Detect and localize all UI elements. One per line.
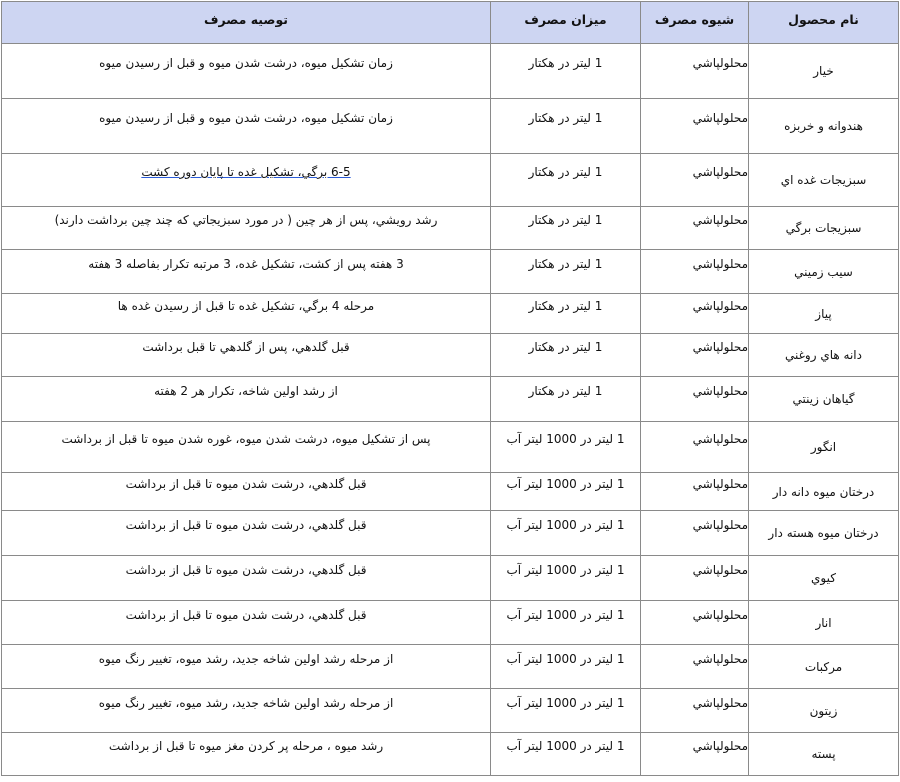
product-cell: [749, 511, 899, 556]
product-text: سبزيجات غده اي: [780, 173, 867, 187]
table-row: [2, 733, 899, 776]
method-text: محلولپاشي: [692, 432, 748, 446]
rate-cell: [491, 645, 641, 689]
recommendation-text: 3 هفته پس از كشت، تشكيل غده، 3 مرتبه تكرار بفاصله 3 هفته: [88, 256, 404, 271]
product-cell: [749, 294, 899, 334]
product-cell: [749, 473, 899, 511]
product-text: سيب زميني: [794, 264, 853, 279]
method-text: محلولپاشي: [692, 518, 748, 532]
product-cell: [749, 601, 899, 645]
rate-cell: [491, 207, 641, 250]
product-cell: [749, 733, 899, 776]
rate-text: 1 ليتر در 1000 ليتر آب: [506, 518, 625, 532]
product-text: هندوانه و خربزه: [784, 119, 863, 133]
table-row: [2, 99, 899, 154]
table-row: [2, 377, 899, 422]
product-cell: [749, 377, 899, 422]
method-text: محلولپاشي: [692, 384, 748, 398]
method-text: محلولپاشي: [692, 607, 748, 622]
rate-text: 1 ليتر در هكتار: [528, 213, 603, 227]
recommendation-cell: [2, 645, 491, 689]
product-cell: [749, 689, 899, 733]
rate-cell: [491, 422, 641, 473]
recommendation-text: از مرحله رشد اولين شاخه جديد، رشد ميوه، تغيير رنگ ميوه: [98, 651, 394, 666]
method-cell: [641, 154, 749, 207]
method-cell: [641, 733, 749, 776]
rate-text: 1 ليتر در هكتار: [528, 298, 603, 313]
table-row: [2, 334, 899, 377]
rate-text: 1 ليتر در 1000 ليتر آب: [506, 651, 625, 666]
rate-text: 1 ليتر در 1000 ليتر آب: [506, 432, 625, 446]
rate-cell: [491, 99, 641, 154]
rate-text: 1 ليتر در 1000 ليتر آب: [506, 476, 625, 491]
product-text: درختان ميوه هسته دار: [768, 526, 879, 540]
method-text: محلولپاشي: [692, 111, 748, 125]
product-text: دانه هاي روغني: [785, 348, 862, 362]
table-header-row: [2, 2, 899, 44]
method-text: محلولپاشي: [692, 695, 748, 710]
method-cell: [641, 207, 749, 250]
recommendation-text: از مرحله رشد اولين شاخه جديد، رشد ميوه، تغيير رنگ ميوه: [98, 695, 394, 710]
product-cell: [749, 422, 899, 473]
product-cell: [749, 250, 899, 294]
table-row: [2, 689, 899, 733]
method-cell: [641, 473, 749, 511]
product-text: پياز: [815, 306, 832, 321]
product-cell: [749, 207, 899, 250]
product-text: انار: [815, 615, 832, 630]
recommendation-text: پس از تشكيل ميوه، درشت شدن ميوه، غوره شدن ميوه تا قبل از برداشت: [61, 432, 431, 446]
header-recommendation: توصيه مصرف: [2, 2, 491, 44]
recommendation-text: رشد رويشي، پس از هر چين ( در مورد سبزيجاتي كه چند چين برداشت دارند): [54, 213, 438, 227]
method-text: محلولپاشي: [692, 213, 748, 227]
method-cell: [641, 601, 749, 645]
method-cell: [641, 511, 749, 556]
table-row: [2, 473, 899, 511]
rate-text: 1 ليتر در هكتار: [528, 165, 603, 179]
usage-table: [1, 1, 899, 776]
method-cell: [641, 422, 749, 473]
table-row: [2, 154, 899, 207]
table-row: [2, 44, 899, 99]
method-text: محلولپاشي: [692, 56, 748, 70]
rate-cell: [491, 154, 641, 207]
recommendation-cell: [2, 601, 491, 645]
recommendation-cell: [2, 207, 491, 250]
rate-cell: [491, 294, 641, 334]
recommendation-text: قبل گلدهي، درشت شدن ميوه تا قبل از برداشت: [125, 563, 367, 577]
rate-text: 1 ليتر در هكتار: [528, 256, 603, 271]
rate-text: 1 ليتر در 1000 ليتر آب: [506, 607, 625, 622]
method-cell: [641, 334, 749, 377]
method-text: محلولپاشي: [692, 340, 748, 354]
table-row: [2, 294, 899, 334]
recommendation-text: قبل گلدهي، درشت شدن ميوه تا قبل از برداشت: [125, 518, 367, 532]
recommendation-cell: [2, 44, 491, 99]
recommendation-cell: [2, 294, 491, 334]
product-text: مركبات: [804, 659, 843, 674]
rate-cell: [491, 511, 641, 556]
recommendation-cell: [2, 422, 491, 473]
rate-cell: [491, 689, 641, 733]
rate-cell: [491, 377, 641, 422]
method-text: محلولپاشي: [692, 165, 748, 179]
method-text: محلولپاشي: [692, 651, 748, 666]
method-cell: [641, 44, 749, 99]
rate-text: 1 ليتر در 1000 ليتر آب: [506, 563, 625, 577]
method-cell: [641, 99, 749, 154]
recommendation-cell: [2, 473, 491, 511]
recommendation-text: قبل گلدهي، پس از گلدهي تا قبل برداشت: [142, 340, 350, 354]
rate-cell: [491, 44, 641, 99]
product-cell: [749, 556, 899, 601]
rate-cell: [491, 250, 641, 294]
method-cell: [641, 689, 749, 733]
rate-cell: [491, 601, 641, 645]
method-cell: [641, 294, 749, 334]
recommendation-cell: [2, 556, 491, 601]
recommendation-text: قبل گلدهي، درشت شدن ميوه تا قبل از برداشت: [125, 607, 367, 622]
rate-cell: [491, 733, 641, 776]
recommendation-cell: [2, 154, 491, 207]
method-cell: [641, 250, 749, 294]
rate-text: 1 ليتر در هكتار: [528, 384, 603, 398]
method-text: محلولپاشي: [692, 298, 748, 313]
header-product: نام محصول: [749, 2, 899, 44]
recommendation-cell: [2, 511, 491, 556]
product-text: خيار: [813, 64, 834, 78]
recommendation-cell: [2, 99, 491, 154]
product-cell: [749, 334, 899, 377]
recommendation-text: قبل گلدهي، درشت شدن ميوه تا قبل از برداشت: [125, 476, 367, 491]
recommendation-text: زمان تشكيل ميوه، درشت شدن ميوه و قبل از رسيدن ميوه: [99, 111, 393, 125]
table-row: [2, 645, 899, 689]
table-row: [2, 422, 899, 473]
table-row: [2, 511, 899, 556]
recommendation-cell: [2, 334, 491, 377]
recommendation-cell: [2, 733, 491, 776]
recommendation-cell: [2, 377, 491, 422]
table-row: [2, 250, 899, 294]
method-text: محلولپاشي: [692, 256, 748, 271]
rate-text: 1 ليتر در 1000 ليتر آب: [506, 695, 625, 710]
recommendation-text: رشد ميوه ، مرحله پر كردن مغز ميوه تا قبل از برداشت: [108, 739, 384, 753]
rate-text: 1 ليتر در هكتار: [528, 111, 603, 125]
product-cell: [749, 99, 899, 154]
recommendation-text: زمان تشكيل ميوه، درشت شدن ميوه و قبل از رسيدن ميوه: [99, 56, 393, 70]
rate-cell: [491, 473, 641, 511]
table-row: [2, 601, 899, 645]
method-text: محلولپاشي: [692, 563, 748, 577]
product-cell: [749, 154, 899, 207]
product-text: گياهان زينتي: [792, 392, 855, 406]
product-text: انگور: [810, 440, 837, 454]
method-cell: [641, 377, 749, 422]
rate-cell: [491, 556, 641, 601]
recommendation-text: از رشد اولين شاخه، تكرار هر 2 هفته: [154, 384, 338, 398]
rate-text: 1 ليتر در هكتار: [528, 56, 603, 70]
recommendation-text: 6-5 برگي، تشكيل غده تا پايان دوره كشت: [141, 165, 351, 179]
header-method: شيوه مصرف: [641, 2, 749, 44]
header-rate: ميزان مصرف: [491, 2, 641, 44]
recommendation-cell: [2, 689, 491, 733]
product-text: كيوي: [811, 571, 836, 585]
product-text: سبزيجات برگي: [785, 221, 862, 235]
rate-cell: [491, 334, 641, 377]
method-cell: [641, 645, 749, 689]
product-text: زيتون: [809, 703, 838, 718]
method-text: محلولپاشي: [692, 476, 748, 491]
method-text: محلولپاشي: [692, 739, 748, 753]
recommendation-text: مرحله 4 برگي، تشكيل غده تا قبل از رسيدن غده ها: [117, 298, 375, 313]
table-row: [2, 556, 899, 601]
product-text: درختان ميوه دانه دار: [772, 484, 875, 499]
product-text: پسته: [811, 747, 836, 761]
rate-text: 1 ليتر در 1000 ليتر آب: [506, 739, 625, 753]
rate-text: 1 ليتر در هكتار: [528, 340, 603, 354]
product-cell: [749, 44, 899, 99]
product-cell: [749, 645, 899, 689]
method-cell: [641, 556, 749, 601]
recommendation-cell: [2, 250, 491, 294]
table-row: [2, 207, 899, 250]
